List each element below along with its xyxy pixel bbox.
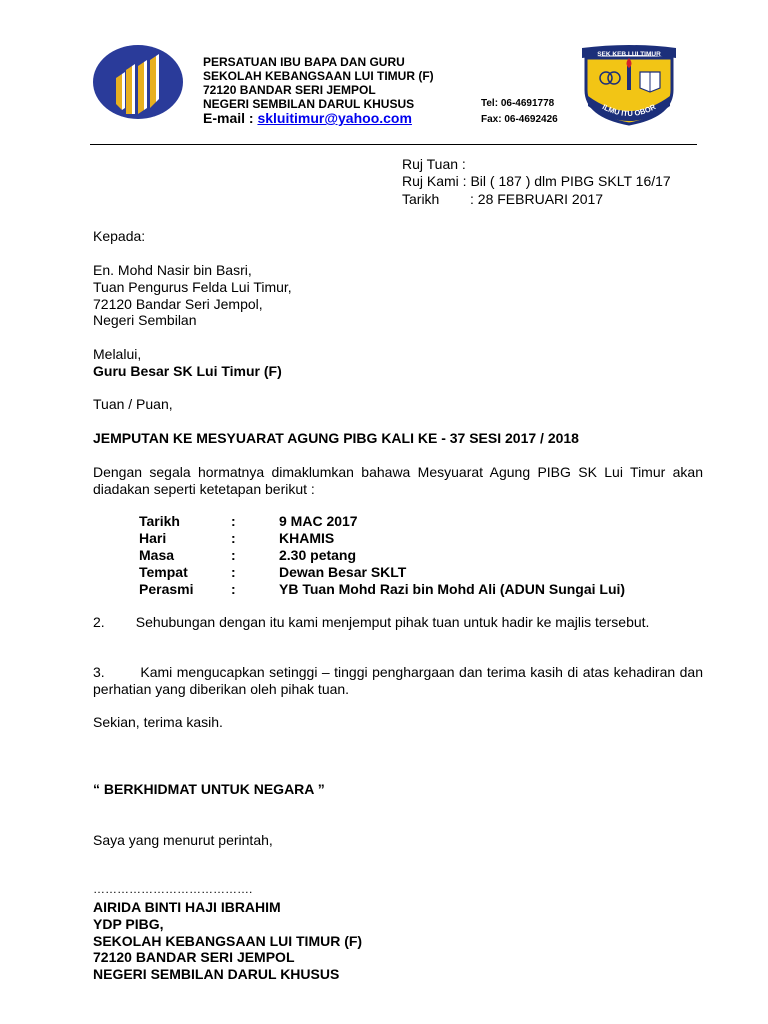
detail-row-tempat xyxy=(139,564,625,581)
school-crest xyxy=(578,44,680,126)
letterhead-line-3: 72120 BANDAR SERI JEMPOL xyxy=(203,83,376,97)
signatory-addr-1: 72120 BANDAR SERI JEMPOL xyxy=(93,949,295,965)
slogan: “ BERKHIDMAT UNTUK NEGARA ” xyxy=(93,781,325,797)
event-details xyxy=(139,513,625,598)
tel-number: Tel: 06-4691778 xyxy=(481,98,555,109)
email-link[interactable]: skluitimur@yahoo.com xyxy=(257,110,412,126)
detail-value: 9 MAC 2017 xyxy=(279,513,358,529)
detail-colon: : xyxy=(231,564,236,580)
detail-label: Perasmi xyxy=(139,581,194,597)
crest-motto: ILMU ITU OBOR xyxy=(600,102,658,119)
kepada-label: Kepada: xyxy=(93,228,146,244)
detail-label: Tempat xyxy=(139,564,188,580)
melalui-label: Melalui, xyxy=(93,346,142,362)
detail-colon: : xyxy=(231,513,236,529)
detail-colon: : xyxy=(231,547,236,563)
detail-label: Hari xyxy=(139,530,167,546)
letterhead-email-line xyxy=(203,110,412,126)
detail-value: KHAMIS xyxy=(279,530,335,546)
letterhead-line-2: SEKOLAH KEBANGSAAN LUI TIMUR (F) xyxy=(203,69,434,83)
recipient-line-4: Negeri Sembilan xyxy=(93,312,197,328)
pibg-logo xyxy=(92,44,184,120)
fax-number: Fax: 06-4692426 xyxy=(481,114,558,125)
detail-label: Masa xyxy=(139,547,175,563)
order-line: Saya yang menurut perintah, xyxy=(93,832,273,848)
signatory-title: YDP PIBG, xyxy=(93,916,164,932)
recipient-line-1: En. Mohd Nasir bin Basri, xyxy=(93,262,252,278)
signatory-org: SEKOLAH KEBANGSAAN LUI TIMUR (F) xyxy=(93,933,363,949)
detail-label: Tarikh xyxy=(139,513,180,529)
school-crest-graphic xyxy=(578,44,680,126)
paragraph-2: 2. Sehubungan dengan itu kami menjemput pihak tuan untuk hadir ke majlis tersebut. xyxy=(93,614,650,630)
detail-colon: : xyxy=(231,530,236,546)
detail-value: Dewan Besar SKLT xyxy=(279,564,407,580)
detail-row-masa xyxy=(139,547,625,564)
closing-line: Sekian, terima kasih. xyxy=(93,714,223,730)
signatory-name: AIRIDA BINTI HAJI IBRAHIM xyxy=(93,899,281,915)
signatory-addr-2: NEGERI SEMBILAN DARUL KHUSUS xyxy=(93,966,340,982)
salutation: Tuan / Puan, xyxy=(93,396,173,412)
signature-dots: …………………………………. xyxy=(93,882,253,896)
detail-value: 2.30 petang xyxy=(279,547,357,563)
detail-value: YB Tuan Mohd Razi bin Mohd Ali (ADUN Sungai Lui) xyxy=(279,581,626,597)
detail-row-perasmi xyxy=(139,581,625,598)
recipient-line-3: 72120 Bandar Seri Jempol, xyxy=(93,296,263,312)
tarikh-value: : 28 FEBRUARI 2017 xyxy=(470,191,604,207)
ruj-kami: Ruj Kami : Bil ( 187 ) dlm PIBG SKLT 16/17 xyxy=(402,173,671,189)
detail-colon: : xyxy=(231,581,236,597)
tarikh-label: Tarikh xyxy=(402,191,440,207)
crest-banner-text: SEK KEB LUI TIMUR xyxy=(597,51,661,58)
paragraph-3: 3. Kami mengucapkan setinggi – tinggi penghargaan dan terima kasih di atas kehadiran dan perhatian yang diberikan oleh pihak tuan. xyxy=(93,664,703,697)
recipient-line-2: Tuan Pengurus Felda Lui Timur, xyxy=(93,279,292,295)
ruj-tuan: Ruj Tuan : xyxy=(402,156,466,172)
pibg-logo-graphic xyxy=(92,44,184,120)
intro-paragraph: Dengan segala hormatnya dimaklumkan bahawa Mesyuarat Agung PIBG SK Lui Timur akan diadakan seperti ketetapan berikut : xyxy=(93,464,703,497)
letterhead-line-4: NEGERI SEMBILAN DARUL KHUSUS xyxy=(203,97,415,111)
detail-row-tarikh xyxy=(139,513,625,530)
subject-heading: JEMPUTAN KE MESYUARAT AGUNG PIBG KALI KE - 37 SESI 2017 / 2018 xyxy=(93,430,579,446)
email-label: E-mail : xyxy=(203,110,254,126)
melalui-name: Guru Besar SK Lui Timur (F) xyxy=(93,363,282,379)
header-divider xyxy=(90,144,697,145)
letterhead-line-1: PERSATUAN IBU BAPA DAN GURU xyxy=(203,55,405,69)
detail-row-hari xyxy=(139,530,625,547)
